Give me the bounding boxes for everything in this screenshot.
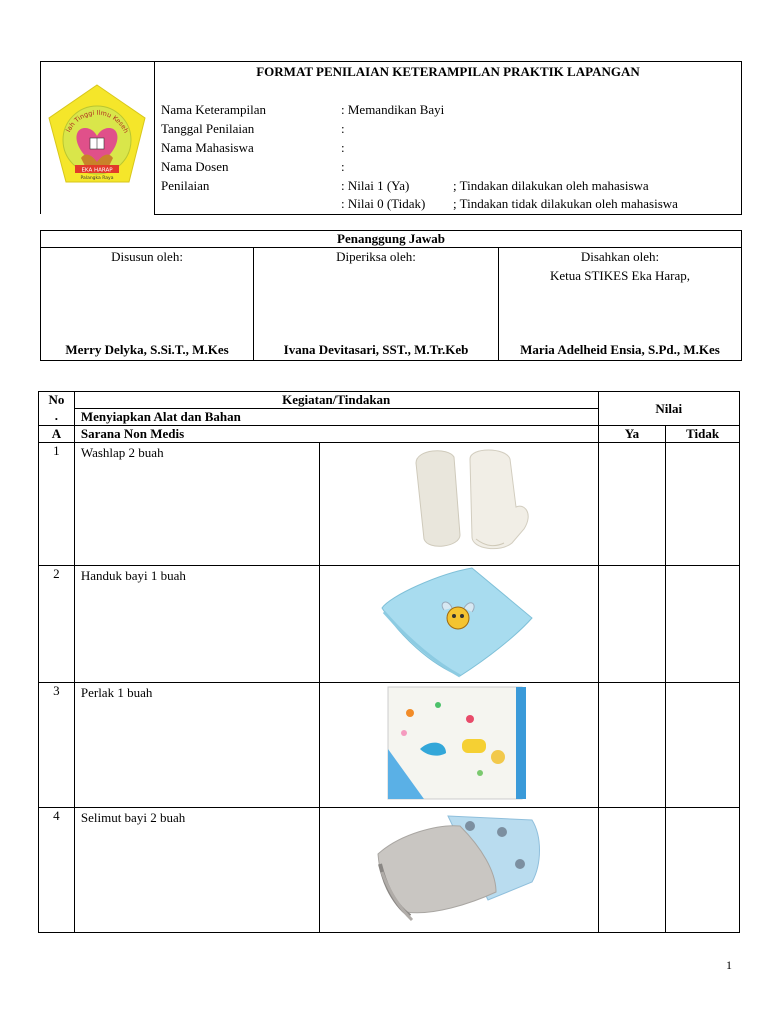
- field-label: Nama Mahasiswa: [161, 140, 254, 155]
- header-table: [40, 61, 742, 215]
- item-text: Handuk bayi 1 buah: [74, 566, 319, 683]
- compiled-by-name: Merry Delyka, S.Si.T., M.Kes: [65, 342, 229, 357]
- col-score-header: Nilai: [598, 392, 739, 426]
- field-value: :: [341, 159, 345, 174]
- field-note: ; Tindakan dilakukan oleh mahasiswa: [453, 178, 649, 193]
- info-cell: [155, 62, 742, 215]
- school-seal-logo: [41, 62, 154, 210]
- approved-by-position: Ketua STIKES Eka Harap,: [549, 268, 691, 283]
- col-no-header: [39, 392, 75, 426]
- yes-checkbox-cell[interactable]: [598, 566, 666, 683]
- item-number: 2: [39, 566, 75, 683]
- field-note: ; Tindakan tidak dilakukan oleh mahasiswa: [453, 196, 678, 211]
- checklist-table: [38, 391, 740, 933]
- table-row: [39, 443, 740, 566]
- responsibility-title: Penanggung Jawab: [41, 231, 742, 248]
- col-no-label: No: [48, 392, 65, 407]
- approved-by-name: Maria Adelheid Ensia, S.Pd., M.Kes: [520, 342, 720, 357]
- approved-by-caption: Disahkan oleh:: [580, 249, 660, 264]
- no-checkbox-cell[interactable]: [666, 808, 740, 933]
- svg-text:Palangka Raya: Palangka Raya: [80, 176, 114, 181]
- responsibility-table: [40, 230, 742, 361]
- no-checkbox-cell[interactable]: [666, 683, 740, 808]
- checked-by-cell: [254, 248, 499, 361]
- field-value: :: [341, 121, 345, 136]
- col-no-score-header: Tidak: [666, 426, 740, 443]
- col-no-dot: .: [54, 408, 59, 423]
- table-row: [39, 808, 740, 933]
- field-label: Nama Dosen: [161, 159, 229, 174]
- no-checkbox-cell[interactable]: [666, 443, 740, 566]
- page-number: 1: [726, 958, 732, 972]
- waterproof-mat-image: [320, 683, 598, 803]
- col-activity-header: Kegiatan/Tindakan: [74, 392, 598, 409]
- document-title: FORMAT PENILAIAN KETERAMPILAN PRAKTIK LAPANGAN: [256, 64, 640, 79]
- field-value: : Memandikan Bayi: [341, 102, 445, 117]
- field-value: : Nilai 0 (Tidak): [341, 196, 426, 211]
- svg-text:Sekolah Tinggi Ilmu Kesehatan: lah Tinggi Ilmu Keseh: [64, 108, 131, 135]
- item-text: Washlap 2 buah: [74, 443, 319, 566]
- compiled-by-caption: Disusun oleh:: [111, 249, 183, 264]
- field-label: Nama Keterampilan: [161, 102, 267, 117]
- yes-checkbox-cell[interactable]: [598, 808, 666, 933]
- item-image-cell: [319, 683, 598, 808]
- item-image-cell: [319, 443, 598, 566]
- logo-cell: [41, 62, 155, 215]
- item-number: 1: [39, 443, 75, 566]
- col-yes-header: Ya: [598, 426, 666, 443]
- no-checkbox-cell[interactable]: [666, 566, 740, 683]
- approved-by-cell: [499, 248, 742, 361]
- checked-by-name: Ivana Devitasari, SST., M.Tr.Keb: [283, 342, 469, 357]
- item-image-cell: [319, 566, 598, 683]
- item-image-cell: [319, 808, 598, 933]
- yes-checkbox-cell[interactable]: [598, 443, 666, 566]
- section-title: Menyiapkan Alat dan Bahan: [74, 409, 598, 426]
- table-row: [39, 566, 740, 683]
- field-label: Tanggal Penilaian: [161, 121, 255, 136]
- item-text: Perlak 1 buah: [74, 683, 319, 808]
- item-number: 4: [39, 808, 75, 933]
- field-value: : Nilai 1 (Ya): [341, 178, 410, 193]
- svg-text:EKA HARAP: EKA HARAP: [81, 167, 113, 174]
- subsection-title: Sarana Non Medis: [74, 426, 598, 443]
- subsection-letter: A: [39, 426, 75, 443]
- baby-blanket-image: [320, 808, 598, 928]
- baby-towel-image: [320, 566, 598, 678]
- item-text: Selimut bayi 2 buah: [74, 808, 319, 933]
- item-number: 3: [39, 683, 75, 808]
- field-value: :: [341, 140, 345, 155]
- table-row: [39, 683, 740, 808]
- washcloth-mitts-image: [320, 443, 598, 561]
- field-label: Penilaian: [161, 178, 210, 193]
- yes-checkbox-cell[interactable]: [598, 683, 666, 808]
- checked-by-caption: Diperiksa oleh:: [336, 249, 416, 264]
- compiled-by-cell: [41, 248, 254, 361]
